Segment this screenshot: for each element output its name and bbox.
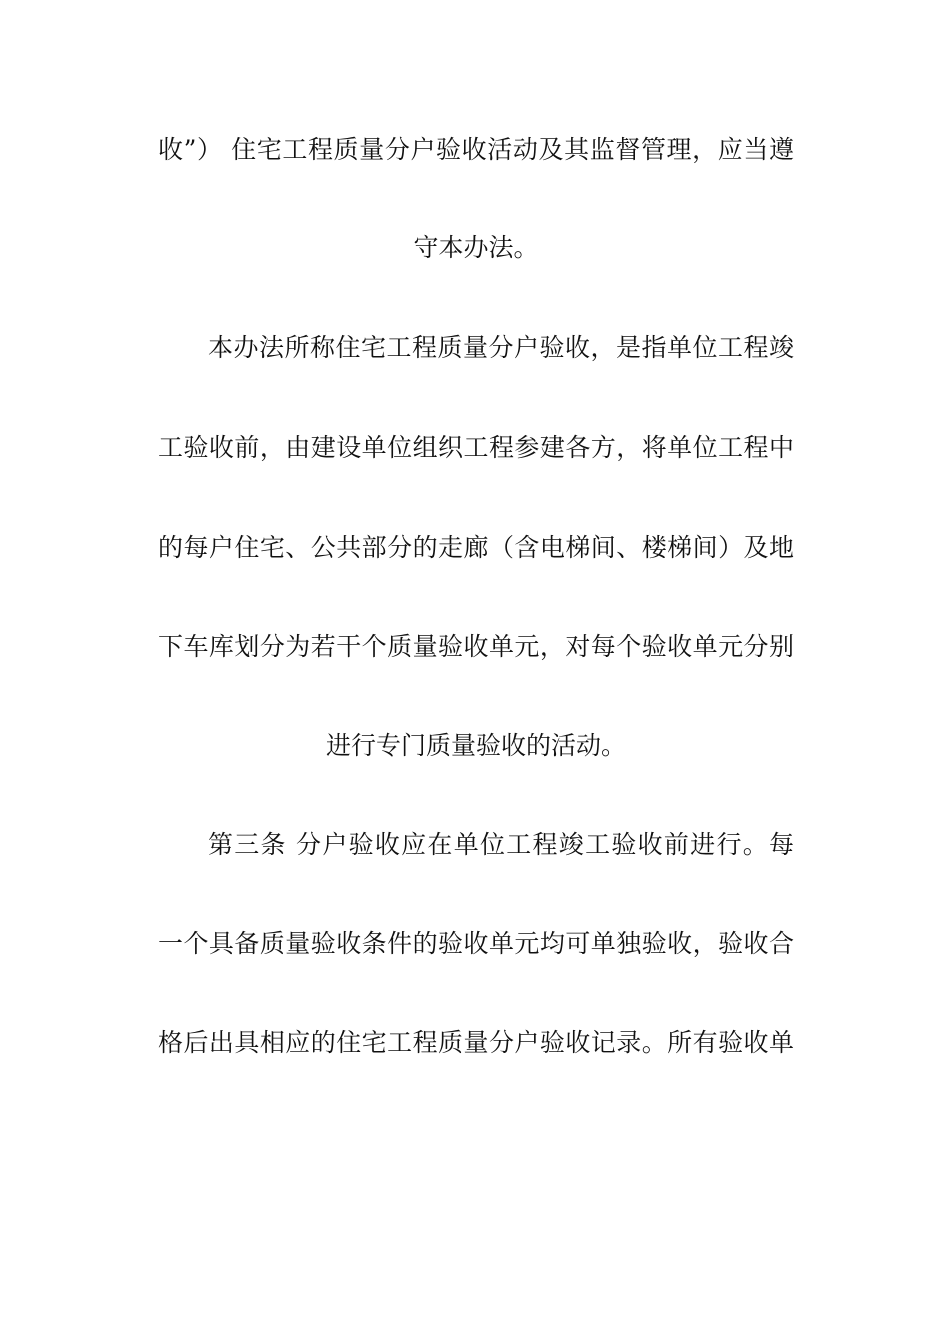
text-line-5: 的每户住宅、公共部分的走廊（含电梯间、楼梯间）及地 (158, 533, 794, 562)
text-line-6: 下车库划分为若干个质量验收单元，对每个验收单元分别 (158, 632, 794, 661)
text-line-8: 第三条 分户验收应在单位工程竣工验收前进行。每 (208, 830, 794, 859)
text-line-3: 本办法所称住宅工程质量分户验收，是指单位工程竣 (208, 333, 794, 362)
text-line-2: 守本办法。 (413, 233, 539, 262)
text-line-4: 工验收前，由建设单位组织工程参建各方，将单位工程中 (158, 433, 794, 462)
text-line-1: 收”） 住宅工程质量分户验收活动及其监督管理，应当遵 (158, 135, 794, 164)
text-line-9: 一个具备质量验收条件的验收单元均可单独验收，验收合 (158, 929, 794, 958)
text-line-10: 格后出具相应的住宅工程质量分户验收记录。所有验收单 (158, 1028, 794, 1057)
text-line-7: 进行专门质量验收的活动。 (325, 731, 626, 760)
